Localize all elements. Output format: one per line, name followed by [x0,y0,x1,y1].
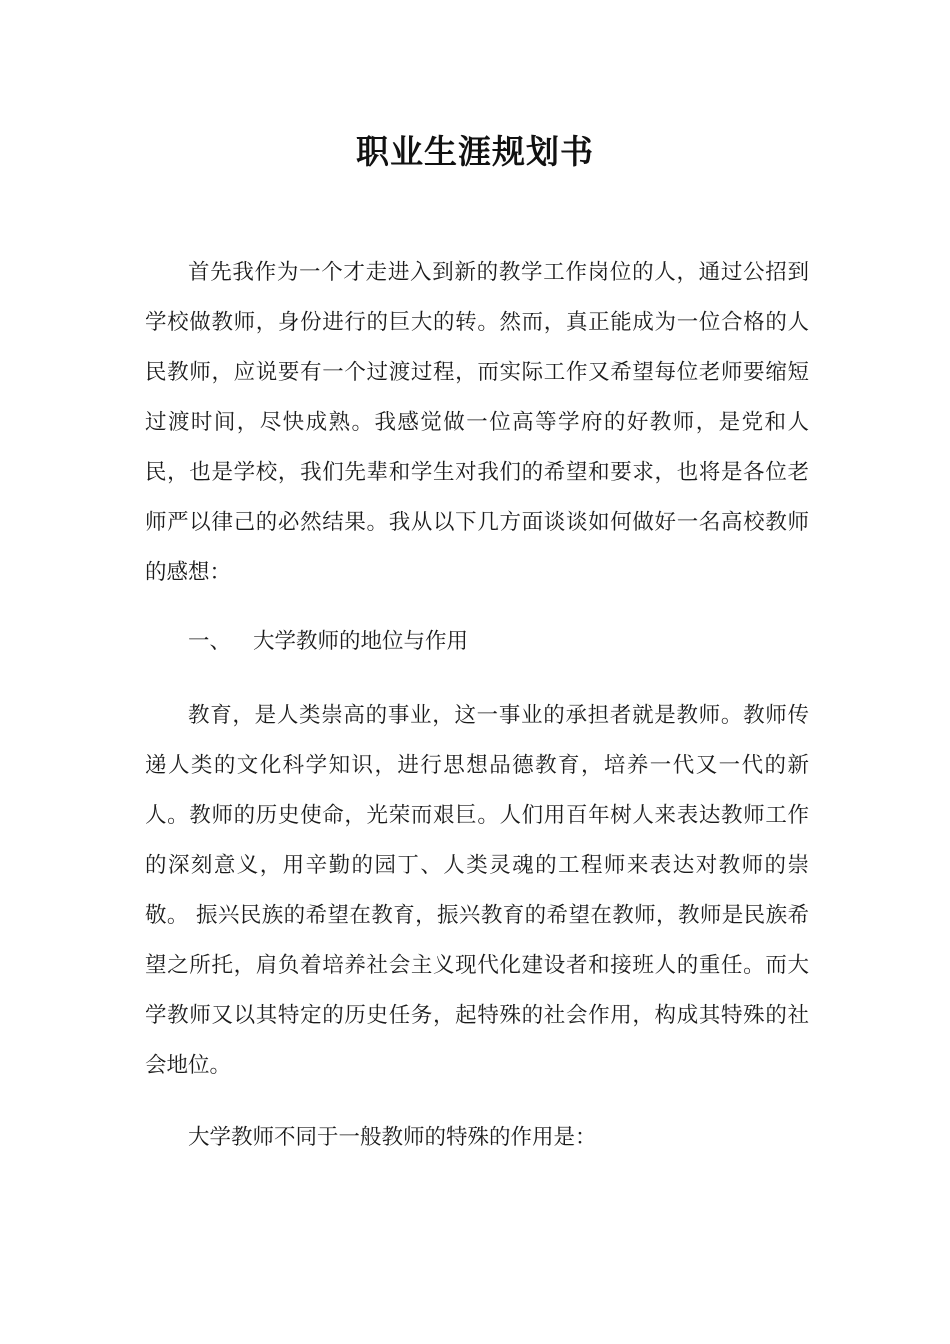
intro-paragraph: 首先我作为一个才走进入到新的教学工作岗位的人，通过公招到学校做教师，身份进行的巨大的转。然而，真正能成为一位合格的人民教师，应说要有一个过渡过程，而实际工作又希望每位老师要缩短过渡时间，尽快成熟。我感觉做一位高等学府的好教师，是党和人民，也是学校，我们先辈和学生对我们的希望和要求，也将是各位老师严以律己的必然结果。我从以下几方面谈谈如何做好一名高校教师的感想： [145,260,809,585]
section-heading [145,617,809,667]
closing-paragraph: 大学教师不同于一般教师的特殊的作用是： [188,1125,597,1150]
section-number: 一、 [188,629,232,654]
section-heading-text: 大学教师的地位与作用 [253,629,469,654]
document-title: 职业生涯规划书 [356,132,594,171]
body-paragraph: 教育，是人类崇高的事业，这一事业的承担者就是教师。教师传递人类的文化科学知识，进行思想品德教育，培养一代又一代的新人。教师的历史使命，光荣而艰巨。人们用百年树人来表达教师工作的深刻意义，用辛勤的园丁、人类灵魂的工程师来表达对教师的崇敬。 振兴民族的希望在教育，振兴教育的希望在教师，教师是民族希望之所托，肩负着培养社会主义现代化建设者和接班人的重任。而大学教师又以其特定的历史任务，起特殊的社会作用，构成其特殊的社会地位。 [145,703,809,1078]
